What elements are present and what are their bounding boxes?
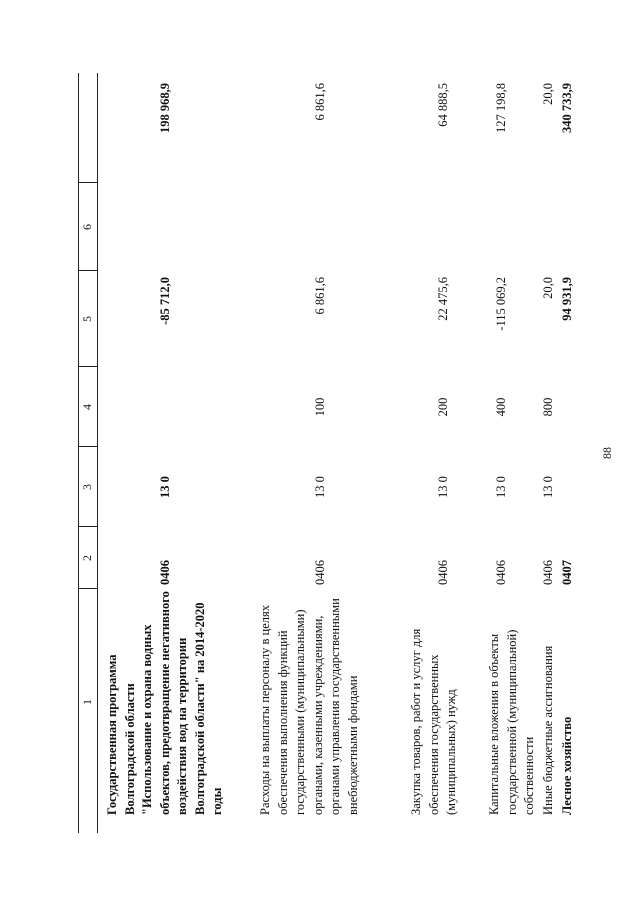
header-bottom-rule [97,73,98,833]
row-total: 340 733,9 [560,83,574,133]
row-name: Государственная программа Волгоградской области "Использование и охрана водных объектов, предотвращение негативного воздействия вод на территории Волгоградской области" на 2014-2020 годы [105,591,224,815]
row-section: 0407 [560,560,574,585]
column-divider [79,588,97,589]
row-name: Закупка товаров, работ и услуг для обеспечения государственных (муниципальных) нужд [409,628,458,815]
header-col-1: 1 [80,699,94,705]
row-target: 13 0 [313,476,327,498]
row-change: 22 475,6 [436,277,450,321]
row-total: 20,0 [541,83,555,105]
column-divider [79,526,97,527]
row-name: Иные бюджетные ассигнования [541,645,555,815]
row-type: 100 [313,397,327,417]
row-section: 0406 [541,560,555,585]
column-divider [79,182,97,183]
row-type: 200 [436,397,450,417]
row-total: 127 198,8 [494,83,508,133]
row-section: 0406 [436,560,450,585]
row-name: Расходы на выплаты персоналу в целях обеспечения выполнения функций государственными (муниципальными) органами, казенными учреждениями, органами управления государственными внебюджетными фондами [258,598,360,815]
column-divider [79,270,97,271]
header-col-3: 3 [80,484,94,490]
row-change: 94 931,9 [560,277,574,321]
header-top-rule [78,73,79,833]
row-total: 198 968,9 [158,83,172,133]
row-name: Капитальные вложения в объекты государственной (муниципальной) собственности [487,629,536,815]
header-col-2: 2 [80,555,94,561]
row-section: 0406 [158,560,172,585]
row-section: 0406 [313,560,327,585]
column-divider [79,366,97,367]
row-change: -85 712,0 [158,277,172,325]
row-change: 20,0 [541,277,555,299]
row-target: 13 0 [541,476,555,498]
row-name: Лесное хозяйство [560,716,574,815]
header-col-6: 6 [80,224,94,230]
row-change: 6 861,6 [313,277,327,315]
row-section: 0406 [494,560,508,585]
row-change: -115 069,2 [494,277,508,331]
row-type: 400 [494,397,508,417]
page-number: 88 [600,447,614,459]
row-target: 13 0 [436,476,450,498]
row-target: 13 0 [158,476,172,498]
row-total: 6 861,6 [313,83,327,121]
header-col-4: 4 [80,404,94,410]
row-total: 64 888,5 [436,83,450,127]
header-col-5: 5 [80,316,94,322]
column-divider [79,446,97,447]
row-type: 800 [541,397,555,417]
row-target: 13 0 [494,476,508,498]
